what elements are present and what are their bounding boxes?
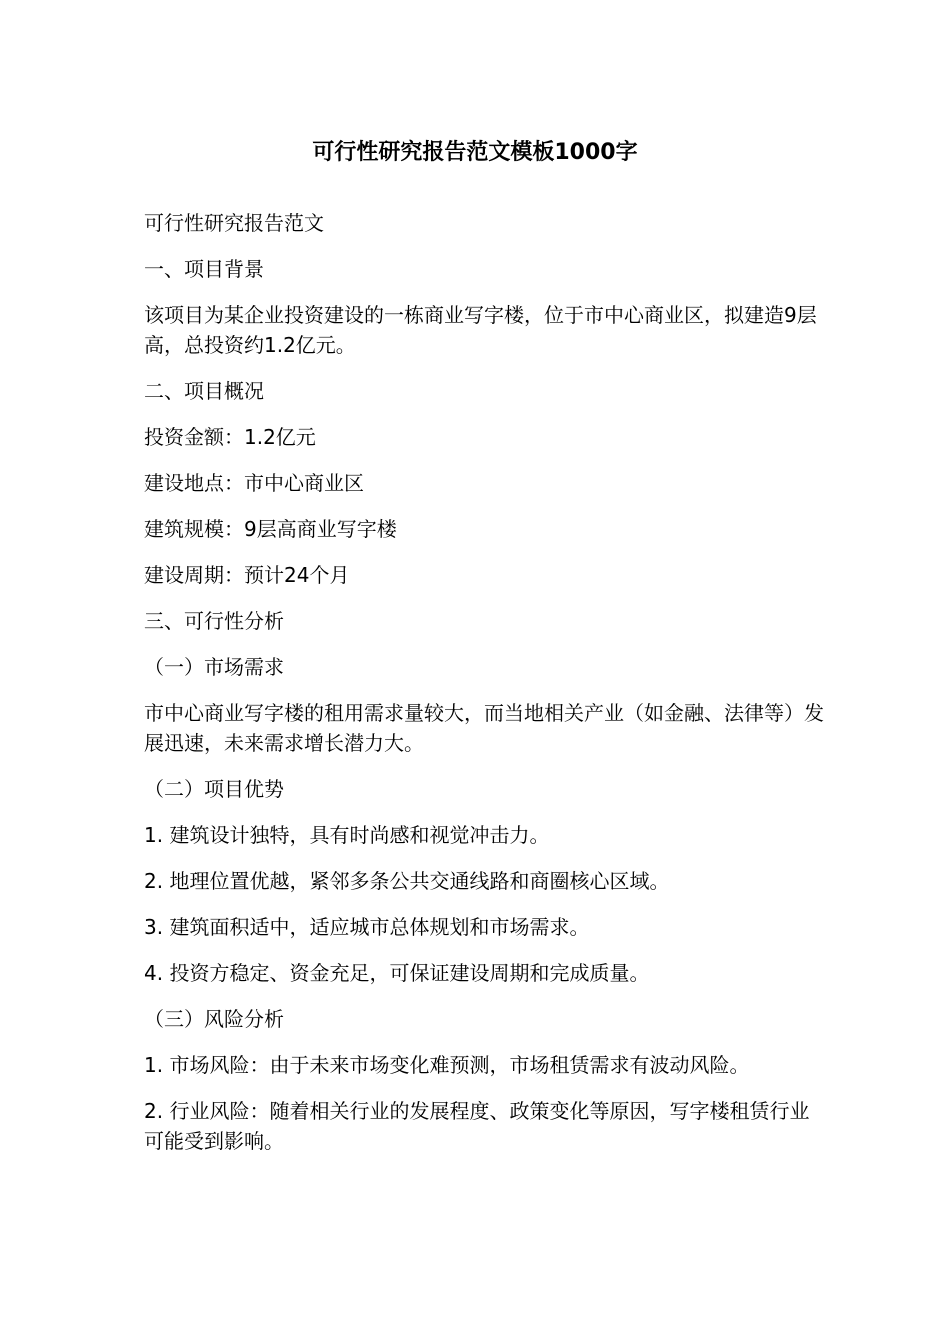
section-heading-overview: 二、项目概况 xyxy=(144,379,264,403)
risk-item: 1. 市场风险：由于未来市场变化难预测，市场租赁需求有波动风险。 xyxy=(144,1053,750,1077)
overview-location: 建设地点：市中心商业区 xyxy=(144,471,364,495)
market-demand-paragraph: 市中心商业写字楼的租用需求量较大，而当地相关产业（如金融、法律等）发展迅速，未来需求增长潜力大。 xyxy=(144,701,824,755)
overview-investment: 投资金额：1.2亿元 xyxy=(144,425,316,449)
overview-scale: 建筑规模：9层高商业写字楼 xyxy=(144,517,397,541)
advantage-item: 4. 投资方稳定、资金充足，可保证建设周期和完成质量。 xyxy=(144,961,650,985)
risk-item: 2. 行业风险：随着相关行业的发展程度、政策变化等原因，写字楼租赁行业可能受到影响。 xyxy=(144,1099,810,1153)
section-heading-feasibility: 三、可行性分析 xyxy=(144,609,284,633)
section-heading-background: 一、项目背景 xyxy=(144,257,264,281)
document-title: 可行性研究报告范文模板1000字 xyxy=(312,140,638,165)
subheading-advantages: （二）项目优势 xyxy=(144,777,284,801)
subtitle-paragraph: 可行性研究报告范文 xyxy=(144,211,324,235)
advantage-item: 2. 地理位置优越，紧邻多条公共交通线路和商圈核心区域。 xyxy=(144,869,670,893)
background-paragraph: 该项目为某企业投资建设的一栋商业写字楼，位于市中心商业区，拟建造9层高，总投资约1.2亿元。 xyxy=(144,303,817,357)
subheading-risk: （三）风险分析 xyxy=(144,1007,284,1031)
advantage-item: 1. 建筑设计独特，具有时尚感和视觉冲击力。 xyxy=(144,823,550,847)
overview-period: 建设周期：预计24个月 xyxy=(144,563,350,587)
document-body xyxy=(144,208,824,1172)
advantage-item: 3. 建筑面积适中，适应城市总体规划和市场需求。 xyxy=(144,915,590,939)
subheading-market-demand: （一）市场需求 xyxy=(144,655,284,679)
